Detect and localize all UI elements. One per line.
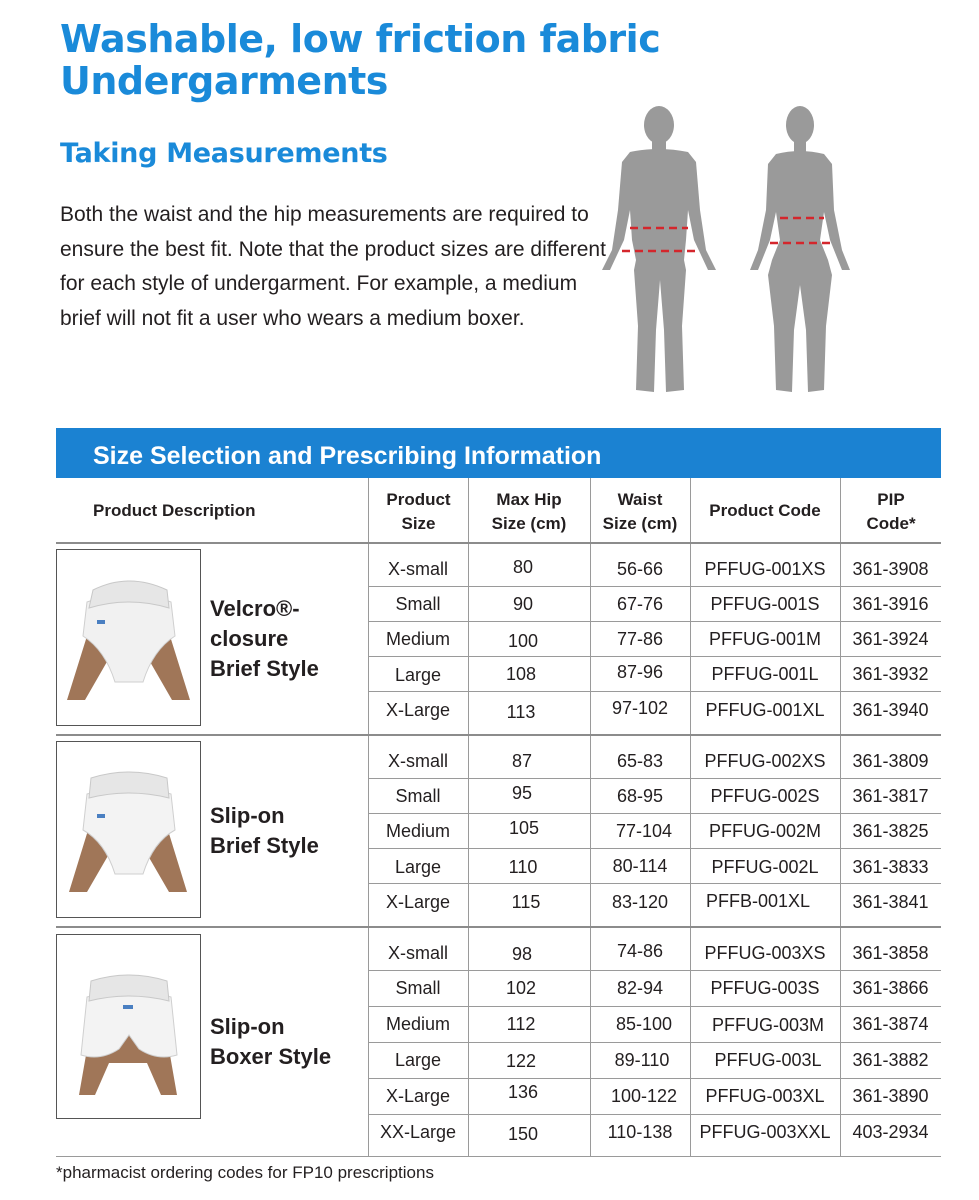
cell-pip-code: 361-3833 — [852, 857, 929, 877]
cell-size: Large — [394, 857, 442, 877]
velcro-closure-brief-photo — [56, 549, 201, 726]
cell-max-hip: 136 — [507, 1082, 539, 1102]
cell-max-hip: 108 — [505, 664, 537, 684]
cell-product-code: PFFUG-003XXL — [699, 1122, 831, 1142]
cell-max-hip: 80 — [512, 557, 534, 577]
cell-product-code: PFFUG-003XS — [704, 943, 826, 963]
cell-max-hip: 150 — [507, 1124, 539, 1144]
cell-product-code: PFFUG-001XS — [704, 559, 826, 579]
cell-max-hip: 110 — [508, 857, 538, 877]
cell-pip-code: 361-3809 — [852, 751, 929, 771]
header-product-code: Product Code — [709, 501, 821, 520]
cell-waist: 56-66 — [616, 559, 664, 579]
header-rule — [56, 542, 941, 544]
header-waist: Waist Size (cm) — [602, 490, 678, 533]
cell-pip-code: 361-3890 — [852, 1086, 929, 1106]
cell-waist: 74-86 — [616, 941, 664, 961]
cell-product-code: PFFUG-002S — [710, 786, 820, 806]
measurement-figures — [580, 100, 880, 400]
cell-pip-code: 361-3932 — [852, 664, 929, 684]
male-silhouette-icon — [602, 106, 716, 392]
cell-size: XX-Large — [379, 1122, 457, 1142]
cell-max-hip: 113 — [506, 702, 536, 722]
cell-pip-code: 361-3916 — [852, 594, 929, 614]
footnote: *pharmacist ordering codes for FP10 prescriptions — [56, 1163, 434, 1182]
cell-size: Small — [395, 594, 441, 614]
cell-waist: 77-86 — [616, 629, 664, 649]
cell-size: Medium — [385, 1014, 451, 1034]
style-name-velcro-brief: Velcro®- closure Brief Style — [210, 596, 319, 681]
cell-product-code: PFFUG-002M — [708, 821, 822, 841]
cell-size: X-Large — [385, 1086, 451, 1106]
title-line-1: Washable, low friction fabric — [60, 17, 661, 61]
cell-pip-code: 361-3866 — [852, 978, 929, 998]
female-silhouette-icon — [750, 106, 850, 392]
cell-pip-code: 361-3858 — [852, 943, 929, 963]
cell-product-code: PFFUG-003M — [711, 1015, 825, 1035]
intro-paragraph: Both the waist and the hip measurements are required to ensure the best fit. Note that the product sizes are different for each style of undergarment. For example, a medium brief will not fit a user who wears a medium boxer. — [60, 203, 606, 330]
header-product-size: Product Size — [386, 490, 451, 533]
cell-waist: 100-122 — [610, 1086, 678, 1106]
cell-size: X-small — [387, 943, 448, 963]
cell-max-hip: 115 — [511, 892, 541, 912]
style-name-slip-on-boxer: Slip-on Boxer Style — [210, 1014, 332, 1069]
section-subtitle: Taking Measurements — [60, 138, 388, 169]
cell-waist: 87-96 — [616, 662, 664, 682]
cell-size: Small — [395, 786, 441, 806]
cell-pip-code: 361-3908 — [852, 559, 929, 579]
cell-waist: 80-114 — [612, 856, 668, 876]
cell-product-code: PFFUG-002L — [711, 857, 819, 877]
cell-waist: 77-104 — [615, 821, 673, 841]
cell-max-hip: 122 — [505, 1051, 537, 1071]
cell-max-hip: 90 — [512, 594, 534, 614]
cell-product-code: PFFB-001XL — [705, 891, 811, 911]
cell-size: X-small — [387, 751, 448, 771]
title-line-2: Undergarments — [60, 59, 388, 103]
group-rule — [56, 734, 941, 736]
cell-product-code: PFFUG-003S — [710, 978, 820, 998]
cell-product-code: PFFUG-001M — [708, 629, 822, 649]
cell-product-code: PFFUG-003L — [714, 1050, 822, 1070]
cell-waist: 97-102 — [611, 698, 669, 718]
cell-waist: 89-110 — [614, 1050, 670, 1070]
table-banner: Size Selection and Prescribing Information — [56, 428, 941, 478]
cell-waist: 68-95 — [616, 786, 664, 806]
cell-product-code: PFFUG-003XL — [705, 1086, 825, 1106]
cell-size: Large — [394, 665, 442, 685]
cell-waist: 83-120 — [611, 892, 669, 912]
cell-size: X-small — [387, 559, 448, 579]
cell-pip-code: 361-3882 — [852, 1050, 929, 1070]
cell-pip-code: 361-3924 — [852, 629, 929, 649]
cell-pip-code: 361-3817 — [852, 786, 929, 806]
cell-waist: 65-83 — [616, 751, 664, 771]
cell-size: Small — [395, 978, 441, 998]
cell-size: X-Large — [385, 892, 451, 912]
cell-max-hip: 100 — [507, 631, 539, 651]
cell-size: X-Large — [385, 700, 451, 720]
header-pip-code: PIP Code* — [866, 490, 916, 533]
cell-pip-code: 361-3874 — [852, 1014, 929, 1034]
header-max-hip: Max Hip Size (cm) — [491, 490, 567, 533]
cell-waist: 85-100 — [615, 1014, 673, 1034]
cell-pip-code: 361-3940 — [852, 700, 929, 720]
slip-on-brief-photo — [56, 741, 201, 918]
cell-product-code: PFFUG-001S — [710, 594, 820, 614]
cell-max-hip: 102 — [505, 978, 537, 998]
group-rule — [56, 926, 941, 928]
cell-size: Medium — [385, 629, 451, 649]
cell-pip-code: 361-3825 — [852, 821, 929, 841]
cell-max-hip: 87 — [511, 751, 533, 771]
cell-product-code: PFFUG-002XS — [704, 751, 826, 771]
header-product-description: Product Description — [93, 501, 256, 520]
cell-max-hip: 98 — [511, 944, 533, 964]
cell-size: Medium — [385, 821, 451, 841]
cell-waist: 110-138 — [607, 1122, 673, 1142]
cell-size: Large — [394, 1050, 442, 1070]
cell-pip-code: 403-2934 — [852, 1122, 929, 1142]
table-bottom-rule — [56, 1156, 941, 1157]
cell-product-code: PFFUG-001XL — [705, 700, 825, 720]
cell-max-hip: 105 — [508, 818, 540, 838]
page-title — [60, 18, 660, 102]
cell-pip-code: 361-3841 — [852, 892, 929, 912]
cell-product-code: PFFUG-001L — [711, 664, 819, 684]
cell-max-hip: 112 — [506, 1014, 536, 1034]
cell-waist: 82-94 — [616, 978, 664, 998]
cell-waist: 67-76 — [616, 594, 664, 614]
slip-on-boxer-photo — [56, 934, 201, 1119]
style-name-slip-on-brief: Slip-on Brief Style — [210, 803, 319, 858]
cell-max-hip: 95 — [511, 783, 533, 803]
